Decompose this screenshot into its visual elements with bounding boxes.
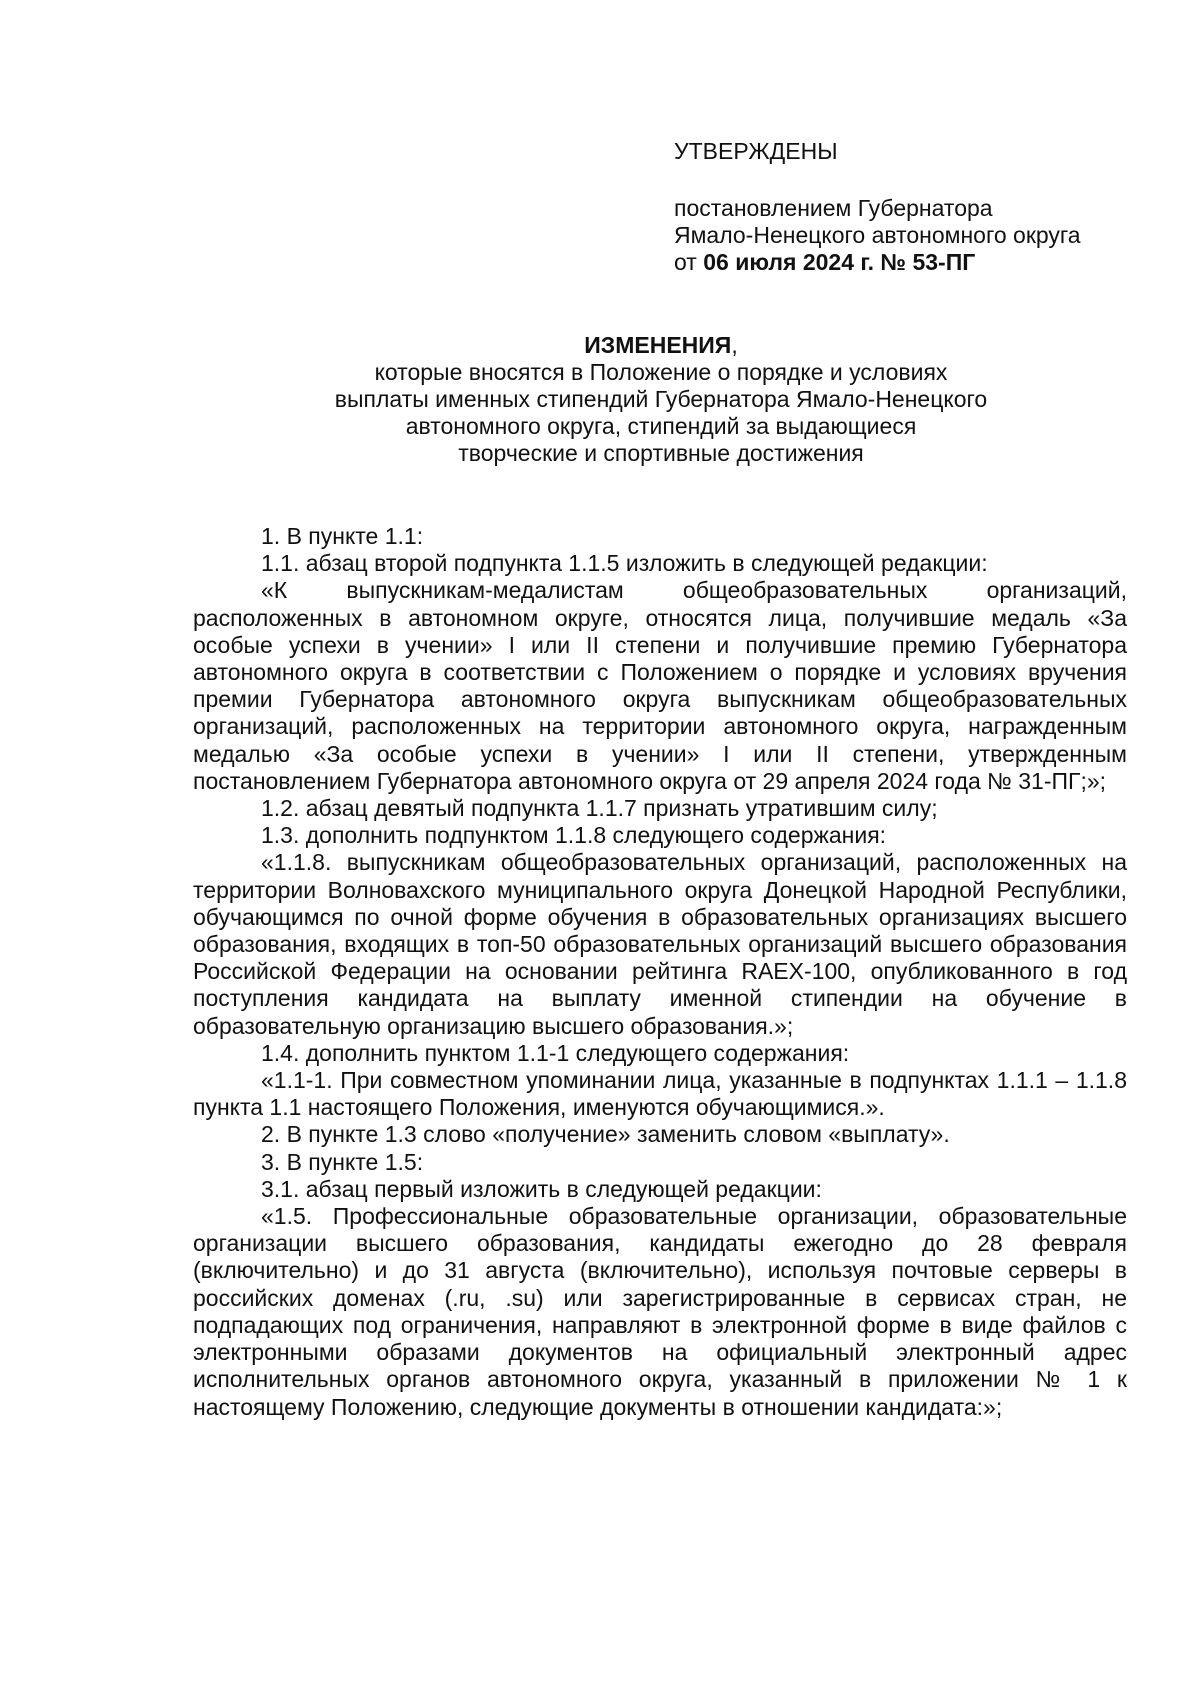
heading-title-line xyxy=(192,332,1130,359)
paragraph-quote-1-1-1: «1.1-1. При совместном упоминании лица, указанные в подпунктах 1.1.1 – 1.1.8 пункта 1.1 настоящего Положения, именуются обучающимися.». xyxy=(193,1067,1127,1121)
approval-block xyxy=(674,138,1144,276)
approval-date-line xyxy=(674,249,1144,276)
paragraph-1-1: 1.1. абзац второй подпункта 1.1.5 изложить в следующей редакции: xyxy=(261,550,988,577)
heading-title: ИЗМЕНЕНИЯ xyxy=(584,332,732,358)
paragraph-quote-1-5: «1.5. Профессиональные образовательные организации, образовательные организации высшего образования, кандидаты ежегодно до 28 февраля (включительно) и до 31 августа (включительно), используя почтовые серверы в российских доменах (.ru, .su) или зарегистрированные в сервисах стран, не подпадающих под ограничения, направляют в электронной форме в виде файлов с электронными образами документов на официальный электронный адрес исполнительных органов автономного округа, указанный в приложении № 1 к настоящему Положению, следующие документы в отношении кандидата:»; xyxy=(193,1203,1127,1420)
approval-date-prefix: от xyxy=(674,249,704,275)
approval-line-2: Ямало-Ненецкого автономного округа xyxy=(674,222,1081,248)
paragraph-quote-1-1-5: «К выпускникам-медалистам общеобразовательных организаций, расположенных в автономном округе, относятся лица, получившие медаль «За особые успехи в учении» I или II степени и получившие премию Губернатора автономного округа в соответствии с Положением о порядке и условиях вручения премии Губернатора автономного округа выпускникам общеобразовательных организаций, расположенных на территории автономного округа, награжденным медалью «За особые успехи в учении» I или II степени, утвержденным постановлением Губернатора автономного округа от 29 апреля 2024 года № 31-ПГ;»; xyxy=(193,577,1127,794)
heading-subtitle-line-1: которые вносятся в Положение о порядке и условиях xyxy=(374,359,948,385)
paragraph-1: 1. В пункте 1.1: xyxy=(261,523,424,549)
paragraph-3-1: 3.1. абзац первый изложить в следующей редакции: xyxy=(261,1175,822,1202)
paragraph-quote-1-1-8: «1.1.8. выпускникам общеобразовательных организаций, расположенных на территории Волновахского муниципального округа Донецкой Народной Республики, обучающимся по очной форме обучения в образовательных организациях высшего образования, входящих в топ-50 образовательных организаций высшего образования Российской Федерации на основании рейтинга RAEX-100, опубликованного в год поступления кандидата на выплату именной стипендии на обучение в образовательную организацию высшего образования.»; xyxy=(193,849,1127,1039)
heading-title-suffix: , xyxy=(731,332,738,358)
document-heading xyxy=(192,332,1130,467)
heading-subtitle-line-2: выплаты именных стипендий Губернатора Ямало-Ненецкого xyxy=(334,386,988,412)
heading-subtitle-line-4: творческие и спортивные достижения xyxy=(458,440,864,466)
paragraph-1-2: 1.2. абзац девятый подпункта 1.1.7 признать утратившим силу; xyxy=(261,795,938,822)
approval-line-1: постановлением Губернатора xyxy=(674,195,993,221)
paragraph-3: 3. В пункте 1.5: xyxy=(261,1148,424,1175)
approval-date-number: 06 июля 2024 г. № 53-ПГ xyxy=(703,249,976,275)
paragraph-1-4: 1.4. дополнить пунктом 1.1-1 следующего содержания: xyxy=(261,1039,850,1066)
document-body xyxy=(193,523,1127,1421)
paragraph-1-3: 1.3. дополнить подпунктом 1.1.8 следующего содержания: xyxy=(261,822,887,849)
approval-stamp: УТВЕРЖДЕНЫ xyxy=(674,138,838,164)
heading-subtitle-line-3: автономного округа, стипендий за выдающиеся xyxy=(405,413,917,439)
paragraph-2: 2. В пункте 1.3 слово «получение» заменить словом «выплату». xyxy=(261,1121,950,1148)
